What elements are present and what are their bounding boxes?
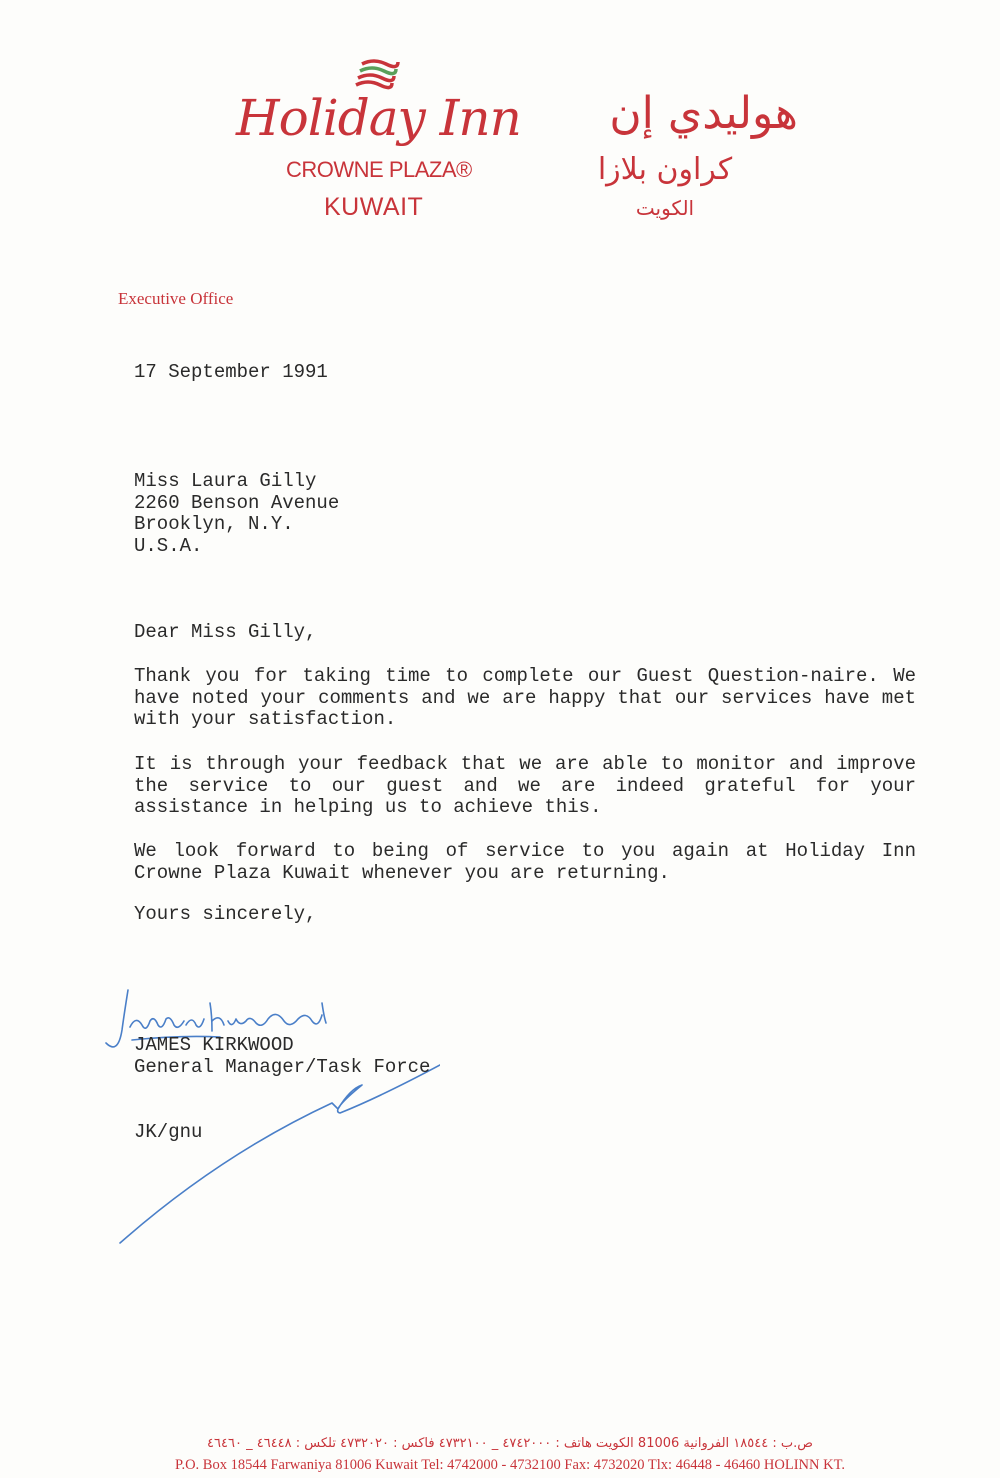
brand-logo-script: Holiday Inn — [236, 89, 521, 147]
brand-subtitle: CROWNE PLAZA® — [286, 157, 472, 182]
arabic-brand-name: هوليدي إن — [609, 88, 798, 139]
address-line: U.S.A. — [134, 534, 203, 557]
signatory-title: General Manager/Task Force — [134, 1056, 431, 1078]
body-paragraph: Thank you for taking time to complete our Guest Question-naire. We have noted your comments and we are happy that our services have met with your satisfaction. — [134, 665, 916, 730]
flag-logo-icon — [352, 58, 402, 92]
handwritten-signature — [100, 985, 440, 1245]
closing: Yours sincerely, — [134, 903, 317, 925]
body-paragraph: We look forward to being of service to you again at Holiday Inn Crowne Plaza Kuwait whenever you are returning. — [134, 840, 916, 884]
footer-arabic: ص.ب : ١٨٥٤٤ الفروانية 81006 الكويت هاتف : ٤٧٤٢٠٠٠ _ ٤٧٣٢١٠٠ فاكس : ٤٧٣٢٠٢٠ تلكس : ٤٦٤٤٨ _ ٤٦٤٦٠ — [207, 1436, 813, 1451]
address-line: 2260 Benson Avenue — [134, 491, 340, 514]
brand-city: KUWAIT — [324, 193, 424, 221]
office-label: Executive Office — [118, 289, 234, 308]
letter-date: 17 September 1991 — [134, 361, 328, 383]
signatory-name: JAMES KIRKWOOD — [134, 1034, 294, 1056]
footer-english: P.O. Box 18544 Farwaniya 81006 Kuwait Tel: 4742000 - 4732100 Fax: 4732020 Tlx: 46448 - 46460 HOLINN KT. — [175, 1457, 845, 1473]
address-line: Brooklyn, N.Y. — [134, 513, 294, 535]
arabic-brand-subtitle: كراون بلازا — [597, 152, 733, 187]
recipient-address — [134, 471, 339, 557]
body-paragraph: It is through your feedback that we are able to monitor and improve the service to our guest and we are indeed grateful for your assistance in helping us to achieve this. — [134, 753, 916, 818]
address-line: Miss Laura Gilly — [134, 470, 317, 492]
salutation: Dear Miss Gilly, — [134, 621, 317, 643]
arabic-brand-city: الكويت — [635, 196, 695, 220]
reference-initials: JK/gnu — [134, 1121, 203, 1143]
